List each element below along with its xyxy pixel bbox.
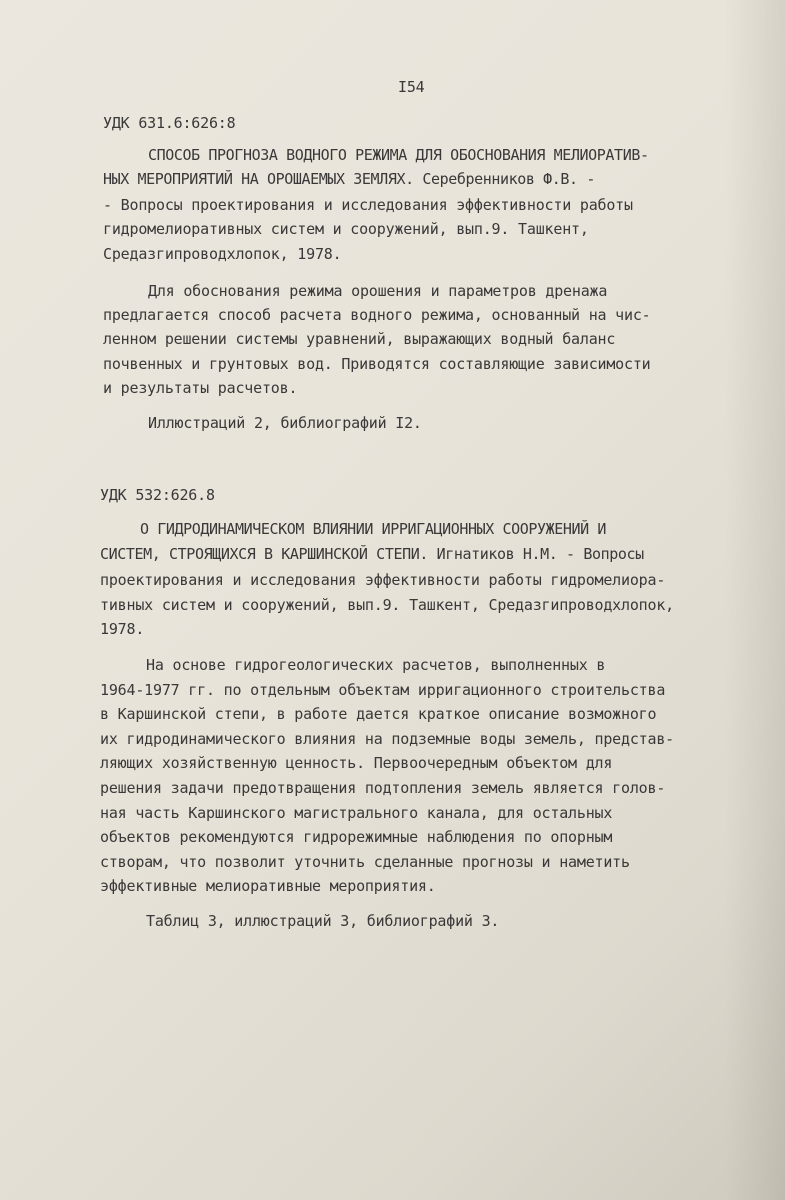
title-line: СИСТЕМ, СТРОЯЩИХСЯ В КАРШИНСКОЙ СТЕПИ. Игнатиков Н.М. - Вопросы xyxy=(100,545,644,563)
abstract-line: решения задачи предотвращения подтопления земель является голов- xyxy=(100,779,666,797)
abstract-line: почвенных и грунтовых вод. Приводятся составляющие зависимости xyxy=(103,355,651,373)
citation-line: 1978. xyxy=(100,620,145,638)
citation-line: тивных систем и сооружений, вып.9. Ташкент, Средазгипроводхлопок, xyxy=(100,596,674,614)
abstract-line: створам, что позволит уточнить сделанные прогнозы и наметить xyxy=(100,853,630,871)
abstract-line: в Каршинской степи, в работе дается краткое описание возможного xyxy=(100,705,657,723)
abstract-line: объектов рекомендуются гидрорежимные наблюдения по опорным xyxy=(100,828,613,846)
title-line: СПОСОБ ПРОГНОЗА ВОДНОГО РЕЖИМА ДЛЯ ОБОСНОВАНИЯ МЕЛИОРАТИВ- xyxy=(148,146,649,164)
abstract-line: ная часть Каршинского магистрального канала, для остальных xyxy=(100,804,613,822)
title-line: О ГИДРОДИНАМИЧЕСКОМ ВЛИЯНИИ ИРРИГАЦИОННЫХ СООРУЖЕНИЙ И xyxy=(140,520,607,538)
abstract-line: ленном решении системы уравнений, выражающих водный баланс xyxy=(103,330,616,348)
udc-code: УДК 631.6:626:8 xyxy=(103,114,236,132)
citation-line: - Вопросы проектирования и исследования эффективности работы xyxy=(103,196,633,214)
citation-line: проектирования и исследования эффективности работы гидромелиора- xyxy=(100,571,666,589)
abstract-line: ляющих хозяйственную ценность. Первоочередным объектом для xyxy=(100,754,613,772)
abstract-line: и результаты расчетов. xyxy=(103,379,298,397)
citation-line: гидромелиоративных систем и сооружений, вып.9. Ташкент, xyxy=(103,220,589,238)
title-line: НЫХ МЕРОПРИЯТИЙ НА ОРОШАЕМЫХ ЗЕМЛЯХ. Серебренников Ф.В. - xyxy=(103,170,595,188)
abstract-line: На основе гидрогеологических расчетов, выполненных в xyxy=(146,656,606,674)
abstract-line: их гидродинамического влияния на подземные воды земель, представ- xyxy=(100,730,674,748)
abstract-line: Для обоснования режима орошения и параметров дренажа xyxy=(148,282,608,300)
abstract-line: эффективные мелиоративные мероприятия. xyxy=(100,877,436,895)
abstract-line: предлагается способ расчета водного режима, основанный на чис- xyxy=(103,306,651,324)
udc-code: УДК 532:626.8 xyxy=(100,486,215,504)
abstract-line: 1964-1977 гг. по отдельным объектам ирригационного строительства xyxy=(100,681,666,699)
page-number: I54 xyxy=(398,78,425,96)
tables-note: Таблиц 3, иллюстраций 3, библиографий 3. xyxy=(146,912,500,930)
illustrations-note: Иллюстраций 2, библиографий I2. xyxy=(148,414,422,432)
citation-line: Средазгипроводхлопок, 1978. xyxy=(103,245,342,263)
